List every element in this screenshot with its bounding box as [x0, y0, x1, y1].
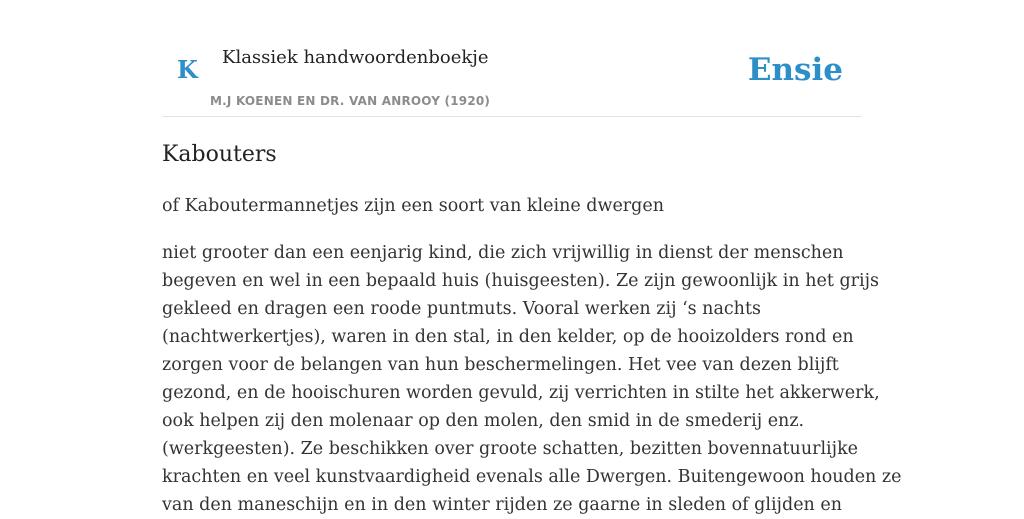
entry-subtitle: of Kaboutermannetjes zijn een soort van kleine dwergen: [162, 196, 664, 216]
entry-body-line: ook helpen zij den molenaar op den molen, den smid in de smederij enz.: [162, 411, 805, 431]
book-logo[interactable]: K: [177, 55, 198, 84]
entry-body: [162, 239, 902, 519]
entry-body-line: gezond, en de hooischuren worden gevuld, zij verrichten in stilte het akkerwerk,: [162, 383, 880, 403]
entry-body-line: (nachtwerkertjes), waren in den stal, in den kelder, op de hooizolders rond en: [162, 327, 854, 347]
entry-body-line: begeven en wel in een bepaald huis (huisgeesten). Ze zijn gewoonlijk in het grijs: [162, 271, 880, 291]
book-title-link[interactable]: Klassiek handwoordenboekje: [222, 47, 489, 68]
book-author: M.J KOENEN EN DR. VAN ANROOY (1920): [210, 94, 491, 108]
entry-card: [162, 0, 902, 515]
entry-body-line: (werkgeesten). Ze beschikken over groote schatten, bezitten bovennatuurlijke: [162, 439, 859, 459]
entry-headword: Kabouters: [162, 142, 277, 167]
ensie-logo-link[interactable]: Ensie: [747, 52, 843, 88]
book-header: [162, 0, 862, 117]
entry-body-line: van den maneschijn en in den winter rijden ze gaarne in sleden of glijden en: [162, 495, 843, 515]
entry-body-line: zorgen voor de belangen van hun beschermelingen. Het vee van dezen blijft: [162, 355, 839, 375]
entry-body-line: niet grooter dan een eenjarig kind, die zich vrijwillig in dienst der menschen: [162, 243, 844, 263]
entry-body-line: gekleed en dragen een roode puntmuts. Vooral werken zij ‘s nachts: [162, 299, 761, 319]
entry-body-line: krachten en veel kunstvaardigheid evenals alle Dwergen. Buitengewoon houden ze: [162, 467, 902, 487]
